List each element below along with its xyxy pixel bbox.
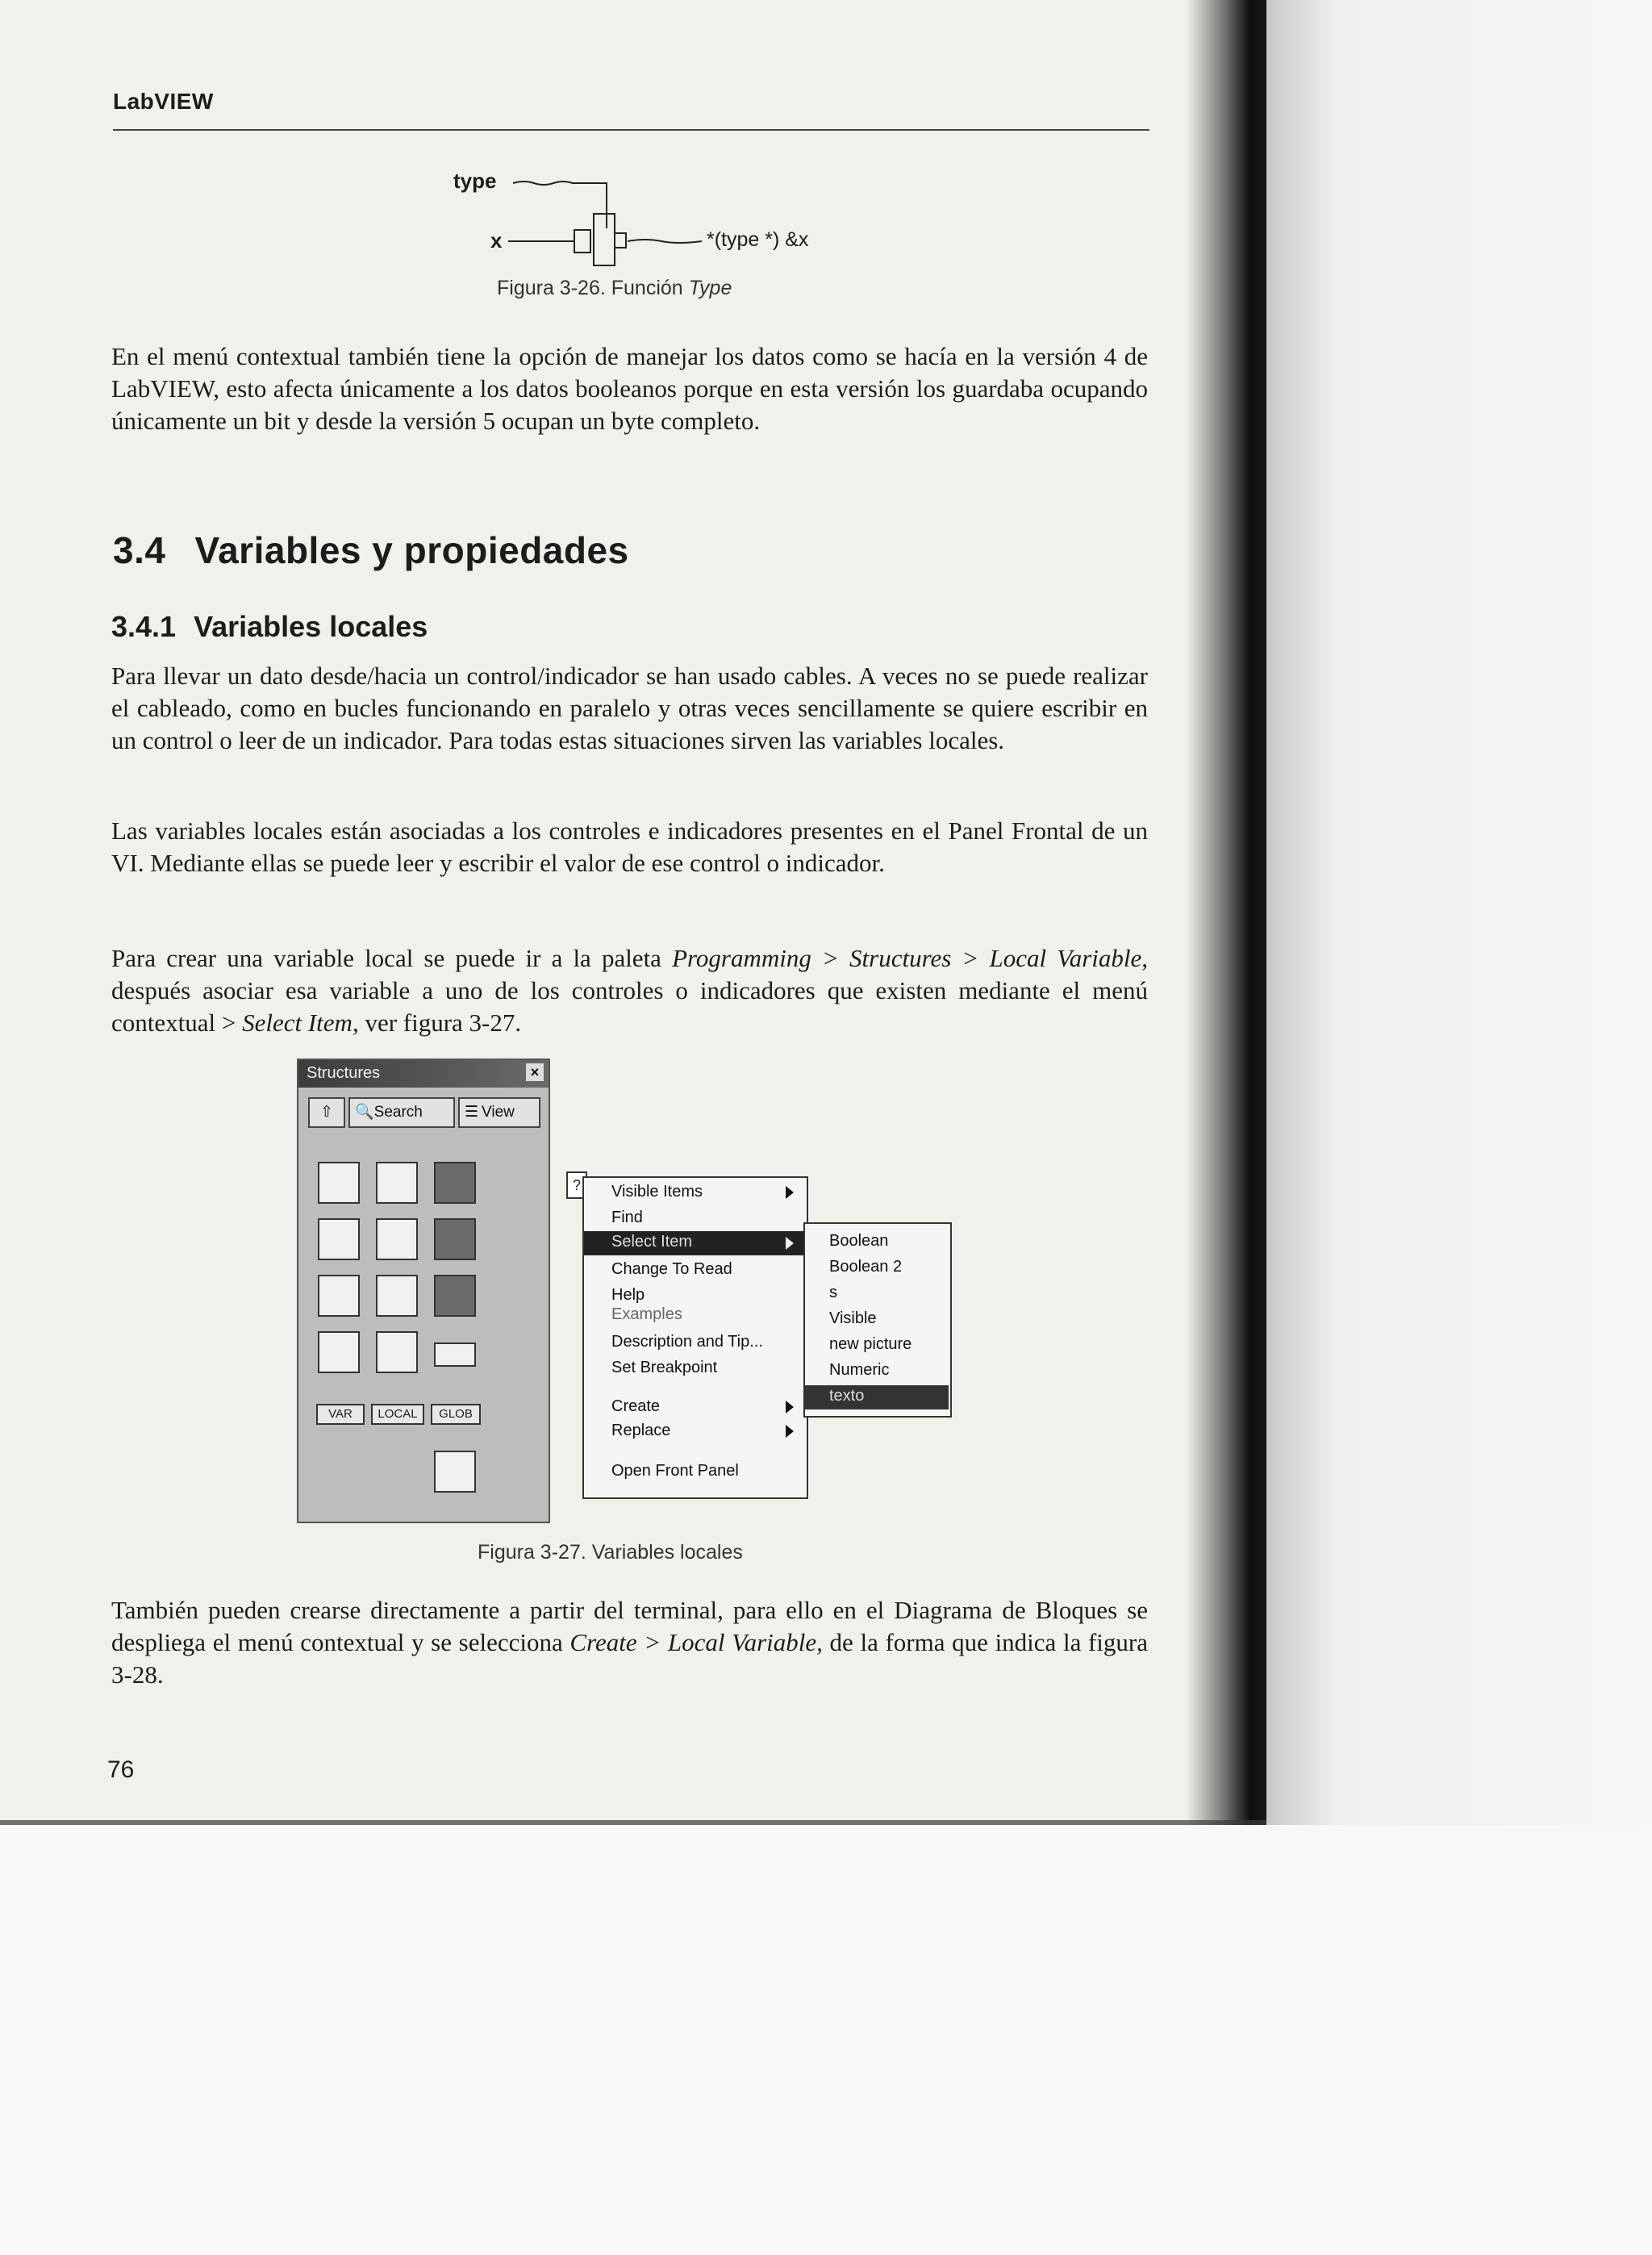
local-variable-icon[interactable]: LOCAL: [371, 1404, 424, 1425]
close-icon[interactable]: ×: [526, 1063, 544, 1081]
paragraph-2: Para llevar un dato desde/hacia un control/indicador se han usado cables. A veces no se puede realizar el cableado, como en bucles funcionando en paralelo y otras veces sencillamente se quiere escribir en un control o leer de un indicador. Para todas estas situaciones sirven las variables locales.: [111, 662, 1148, 754]
flat-sequence-icon[interactable]: [376, 1275, 418, 1317]
menu-item-open-front-panel[interactable]: Open Front Panel: [611, 1462, 739, 1480]
structures-more-icon[interactable]: [434, 1451, 476, 1493]
scanner-background: [0, 1825, 1652, 2255]
menu-item-replace[interactable]: Replace: [611, 1422, 671, 1439]
submenu-item-boolean[interactable]: Boolean: [829, 1232, 889, 1250]
submenu-item-new-picture[interactable]: new picture: [829, 1335, 912, 1353]
palette-title: Structures: [307, 1064, 381, 1082]
section-heading: 3.4 Variables y propiedades: [113, 529, 629, 571]
formula-node-icon[interactable]: [434, 1218, 476, 1260]
type-function-diagram: [436, 165, 855, 294]
structures-palette: [297, 1059, 550, 1523]
facing-page-edge: [1266, 0, 1652, 1825]
figure-3-27-caption: Figura 3-27. Variables locales: [478, 1541, 743, 1564]
menu-item-create[interactable]: Create: [611, 1397, 661, 1415]
feedback-node-icon[interactable]: [434, 1343, 476, 1367]
header-rule: [113, 129, 1149, 131]
submenu-arrow-icon: [786, 1237, 794, 1250]
output-label: *(type *) &x: [707, 228, 809, 251]
paragraph-3: Las variables locales están asociadas a los controles e indicadores presentes en el Panel Frontal de un VI. Mediante ellas se puede leer y escribir el valor de ese control o indicador.: [111, 816, 1148, 877]
submenu-arrow-icon: [786, 1425, 794, 1438]
context-menu: [582, 1176, 808, 1499]
type-label: type: [453, 169, 497, 193]
select-item-submenu: [803, 1222, 952, 1418]
up-arrow-icon[interactable]: ⇧: [308, 1097, 345, 1128]
menu-item-set-breakpoint[interactable]: Set Breakpoint: [611, 1359, 718, 1376]
search-button[interactable]: 🔍Search: [348, 1097, 455, 1128]
global-variable-icon[interactable]: VAR: [316, 1404, 365, 1425]
menu-item-visible-items[interactable]: Visible Items: [611, 1183, 703, 1201]
submenu-item-boolean-2[interactable]: Boolean 2: [829, 1258, 903, 1276]
mathscript-node-icon[interactable]: [434, 1275, 476, 1317]
sequence-structure-icon[interactable]: [318, 1275, 360, 1317]
menu-item-change-to-read[interactable]: Change To Read: [611, 1260, 732, 1278]
submenu-arrow-icon: [786, 1186, 794, 1199]
search-icon: 🔍: [355, 1104, 374, 1121]
paragraph-5: También pueden crearse directamente a partir del terminal, para ello en el Diagrama de Bloques se despliega el menú contextual y se selecciona Create > Local Variable, de la forma que indica la figura 3-28.: [111, 1596, 1148, 1689]
paragraph-1: En el menú contextual también tiene la opción de manejar los datos como se hacía en la versión 4 de LabVIEW, esto afecta únicamente a los datos booleanos porque en esta versión los guardaba ocupando únicamente un bit y desde la versión 5 ocupan un byte completo.: [111, 342, 1148, 435]
shared-variable-icon[interactable]: GLOB: [431, 1404, 481, 1425]
paragraph-4: Para crear una variable local se puede ir a la paleta Programming > Structures > Local Variable, después asociar esa variable a uno de los controles o indicadores que existen mediante el menú contextual > Select Item, ver figura 3-27.: [111, 944, 1148, 1037]
event-structure-icon[interactable]: [376, 1218, 418, 1260]
view-button[interactable]: ☰ View: [458, 1097, 540, 1128]
submenu-item-numeric[interactable]: Numeric: [829, 1361, 890, 1379]
book-binding-shadow: [1186, 0, 1266, 1825]
timed-structure-icon[interactable]: [434, 1162, 476, 1204]
x-label: x: [490, 228, 503, 253]
diagram-disable-icon[interactable]: [318, 1331, 360, 1373]
menu-item-select-item[interactable]: Select Item: [584, 1231, 805, 1255]
menu-item-examples[interactable]: Examples: [611, 1305, 682, 1323]
case-structure-icon[interactable]: [318, 1218, 360, 1260]
while-loop-icon[interactable]: [376, 1162, 418, 1204]
palette-title-bar: [298, 1060, 549, 1088]
view-list-icon: ☰: [465, 1104, 479, 1121]
for-loop-icon[interactable]: [318, 1162, 360, 1204]
menu-item-description-and-tip[interactable]: Description and Tip...: [611, 1333, 763, 1351]
submenu-item-visible[interactable]: Visible: [829, 1309, 877, 1327]
submenu-item-s[interactable]: s: [829, 1284, 837, 1301]
running-head: LabVIEW: [113, 89, 214, 114]
subsection-heading: 3.4.1 Variables locales: [111, 610, 428, 643]
menu-item-find[interactable]: Find: [611, 1209, 643, 1226]
conditional-disable-icon[interactable]: [376, 1331, 418, 1373]
terminal-question-icon: ?: [566, 1171, 587, 1199]
menu-item-help[interactable]: Help: [611, 1286, 645, 1304]
figure-3-26: [436, 165, 855, 299]
submenu-item-texto[interactable]: texto: [805, 1385, 949, 1409]
page-number: 76: [107, 1756, 135, 1783]
figure-3-26-caption: Figura 3-26. Función Type: [497, 277, 732, 299]
submenu-arrow-icon: [786, 1401, 794, 1414]
